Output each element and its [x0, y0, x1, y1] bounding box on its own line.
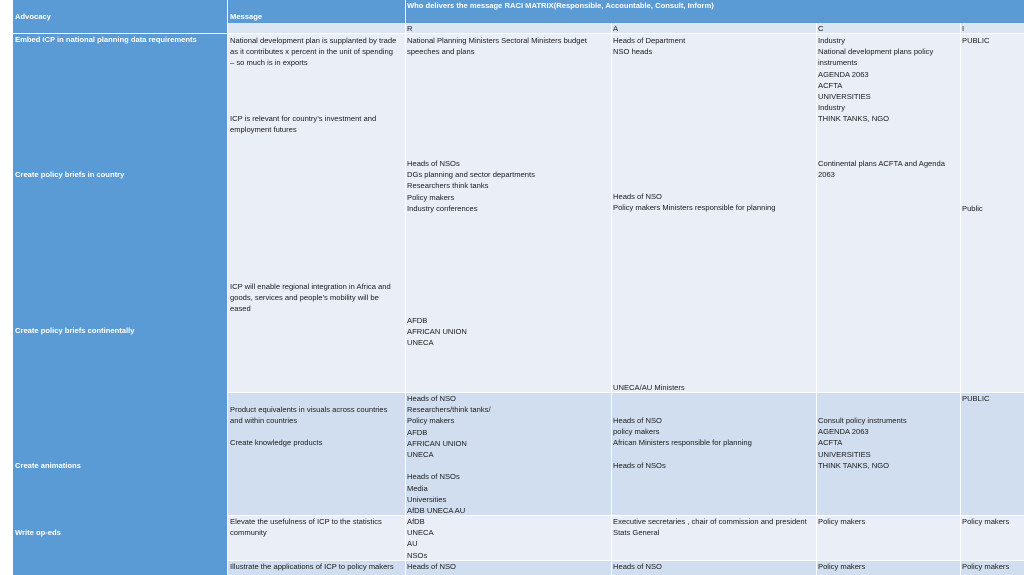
advocacy-oped: Write op-eds [15, 528, 61, 537]
row2-i: PUBLIC [962, 394, 990, 403]
row1-r-c: AFDB AFRICAN UNION UNECA [407, 316, 467, 348]
row4-i: Policy makers [962, 562, 1010, 571]
row1-c-b: Continental plans ACFTA and Agenda 2063 [818, 159, 945, 180]
subheader-i: I [962, 24, 965, 33]
row4-r-cell [406, 561, 611, 575]
row4-c-cell [817, 561, 960, 575]
row1-c-a: Industry National development plans policy instruments AGENDA 2063 ACFTA UNIVERSITIES Industry THINK TANKS, NGO [818, 36, 934, 124]
advocacy-briefs-continent: Create policy briefs continentally [15, 326, 135, 335]
row3-message-cell [228, 516, 405, 560]
row3-a-cell [612, 516, 816, 560]
row3-a: Executive secretaries , chair of commission and president Stats General [613, 517, 807, 538]
subheader-i-cell [961, 23, 1024, 33]
row1-r-a: National Planning Ministers Sectoral Ministers budget speeches and plans [407, 36, 587, 57]
header-message-cell [228, 0, 405, 23]
row1-c-cell [817, 34, 960, 392]
subheader-message-cell [228, 23, 405, 33]
row1-i-cell [961, 34, 1024, 392]
row3-r-cell [406, 516, 611, 560]
subheader-r-cell [406, 23, 611, 33]
row2-message-b: Create knowledge products [230, 438, 323, 447]
subheader-advocacy-cell [13, 23, 227, 33]
row1-a-b: Heads of NSO Policy makers Ministers responsible for planning [613, 192, 776, 213]
row2-message-a: Product equivalents in visuals across countries and within countries [230, 405, 388, 426]
row2-c-cell [817, 393, 960, 515]
header-message: Message [230, 12, 263, 21]
row1-r-b: Heads of NSOs DGs planning and sector departments Researchers think tanks Policy makers Industry conferences [407, 159, 535, 213]
header-advocacy-cell [13, 0, 227, 23]
row2-a: Heads of NSO policy makers African Ministers responsible for planning Heads of NSOs [613, 416, 752, 470]
row3-c-cell [817, 516, 960, 560]
row4-message-cell [228, 561, 405, 575]
row4-message: Illustrate the applications of ICP to policy makers [230, 562, 394, 571]
row1-message-cell [228, 34, 405, 392]
row2-message-cell [228, 393, 405, 515]
subheader-r: R [407, 24, 413, 33]
row3-r: AfDB UNECA AU NSOs [407, 517, 434, 560]
row1-r-cell [406, 34, 611, 392]
row1-a-cell [612, 34, 816, 392]
subheader-c: C [818, 24, 824, 33]
row4-c: Policy makers [818, 562, 866, 571]
row1-a-c: UNECA/AU Ministers [613, 383, 685, 392]
subheader-c-cell [817, 23, 960, 33]
row2-c: Consult policy instruments AGENDA 2063 ACFTA UNIVERSITIES THINK TANKS, NGO [818, 416, 907, 470]
advocacy-embed-icp: Embed ICP in national planning data requirements [15, 35, 197, 44]
row1-message-a: National development plan is supplanted by trade as it contributes x percent in the unit of spending – so much is in exports [230, 36, 397, 68]
row3-c: Policy makers [818, 517, 866, 526]
row2-r: Heads of NSO Researchers/think tanks/ Policy makers AFDB AFRICAN UNION UNECA Heads of NSOs Media Universities AfDB UNECA AU [407, 394, 491, 516]
row1-a-a: Heads of Department NSO heads [613, 36, 686, 57]
advocacy-column [13, 34, 227, 575]
subheader-a: A [613, 24, 619, 33]
row4-i-cell [961, 561, 1024, 575]
row2-a-cell [612, 393, 816, 515]
row2-r-cell [406, 393, 611, 515]
row3-message: Elevate the usefulness of ICP to the statistics community [230, 517, 382, 538]
header-raci-cell [406, 0, 1024, 23]
row4-a-cell [612, 561, 816, 575]
row3-i-cell [961, 516, 1024, 560]
row1-i-b: Public [962, 204, 983, 213]
advocacy-animations: Create animations [15, 461, 81, 470]
row4-r: Heads of NSO [407, 562, 456, 571]
subheader-a-cell [612, 23, 816, 33]
header-raci-title: Who delivers the message RACI MATRIX(Responsible, Accountable, Consult, Inform) [407, 1, 714, 10]
header-advocacy: Advocacy [15, 12, 51, 21]
row1-message-b: ICP is relevant for country’s investment and employment futures [230, 114, 377, 135]
row2-i-cell [961, 393, 1024, 515]
advocacy-briefs-country: Create policy briefs in country [15, 170, 125, 179]
row1-i-a: PUBLIC [962, 36, 990, 45]
row4-a: Heads of NSO [613, 562, 662, 571]
row1-message-c: ICP will enable regional integration in Africa and goods, services and people’s mobility will be eased [230, 282, 391, 314]
row3-i: Policy makers [962, 517, 1010, 526]
